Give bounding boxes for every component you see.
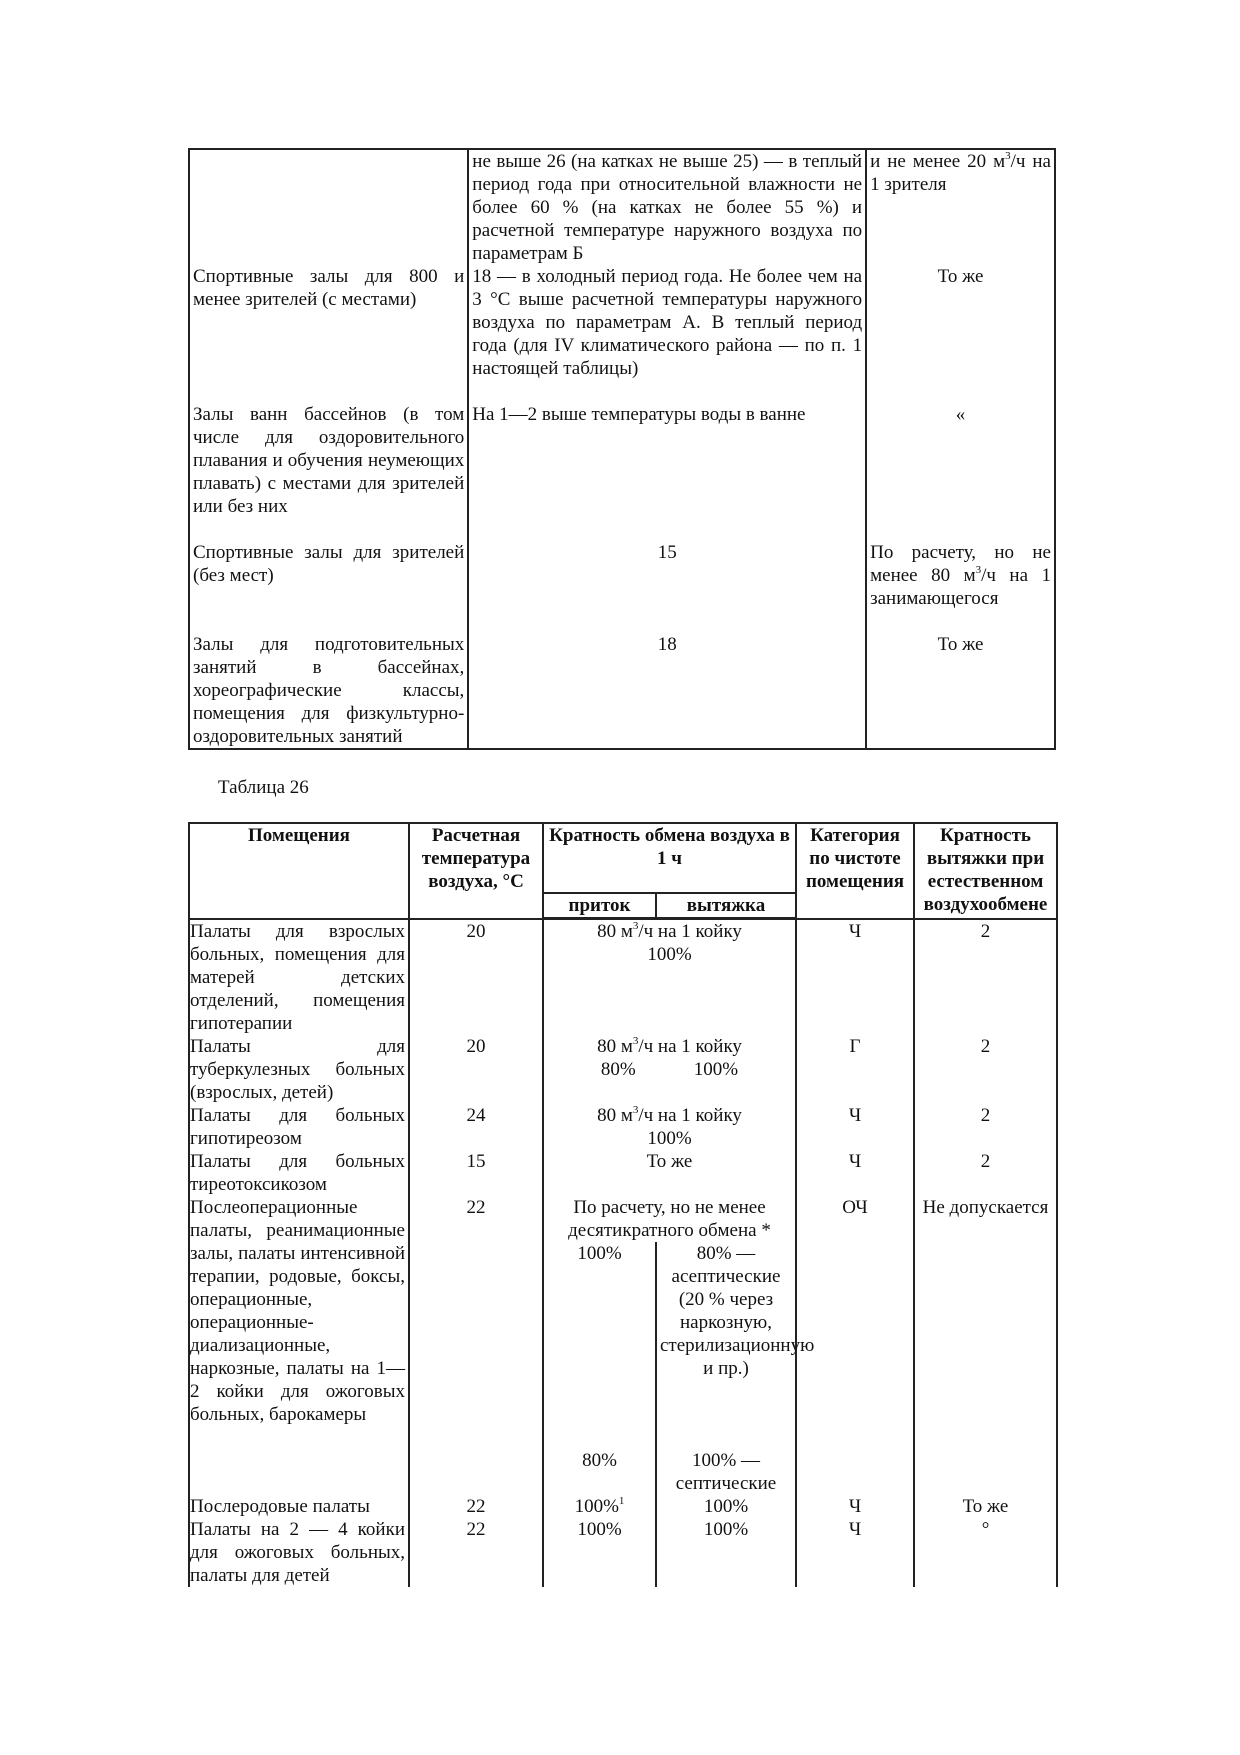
rate-text: /ч на 1 койку	[638, 921, 742, 942]
air-rate-cell: То же	[866, 265, 1055, 403]
room-cell: Палаты на 2 — 4 койки для ожоговых больных, палаты для детей	[189, 1518, 409, 1587]
room-cell	[189, 149, 468, 265]
air-rate-text: /ч на 1 занимающегося	[870, 565, 1051, 609]
table-title: Таблица 26	[218, 777, 309, 798]
hospital-ventilation-table	[188, 822, 1058, 1587]
air-rate-cell: То же	[866, 633, 1055, 749]
ventilation-table-continued	[188, 148, 1056, 750]
category-cell: Ч	[796, 1495, 914, 1518]
supply-cell: 100%	[543, 1242, 656, 1449]
air-exchange-rate	[547, 1035, 792, 1058]
temperature-cell: 15	[468, 541, 866, 633]
room-cell: Послеродовые палаты	[189, 1495, 409, 1518]
air-exchange-percent: 100%	[647, 1127, 692, 1149]
air-exchange-rate	[547, 1104, 792, 1127]
table-row	[189, 149, 1055, 265]
superscript: 3	[975, 564, 982, 576]
room-cell: Палаты для больных тиреотоксикозом	[189, 1150, 409, 1196]
superscript: 1	[618, 1494, 625, 1507]
header-temperature: Расчетная температура воздуха, °С	[409, 823, 543, 919]
table-row	[189, 1196, 1057, 1242]
temperature-cell: 15	[409, 1150, 543, 1196]
table-row	[189, 1104, 1057, 1150]
room-cell: Спортивные залы для зрителей (без мест)	[189, 541, 468, 633]
air-exchange-rate	[547, 920, 792, 943]
room-cell: Послеоперационные палаты, реанимационные залы, палаты интенсивной терапии, родовые, боксы, операционные, операционные-диализационные, наркозные, палаты на 1—2 койки для ожоговых больных, барокамеры	[189, 1196, 409, 1495]
air-rate-text: /ч на 1 зрителя	[870, 151, 1051, 195]
header-air-exchange: Кратность обмена воздуха в 1 ч	[543, 823, 796, 893]
room-cell: Палаты для взрослых больных, помещения для матерей детских отделений, помещения гипотерапии	[189, 919, 409, 1035]
air-rate-text: и не менее 20 м	[870, 151, 1006, 172]
temperature-cell: 20	[409, 919, 543, 1035]
exhaust-cell: 100% — септические	[656, 1449, 796, 1495]
rate-text: /ч на 1 койку	[638, 1035, 742, 1057]
category-cell: Ч	[796, 919, 914, 1035]
table-row	[189, 1035, 1057, 1104]
air-rate-cell	[866, 541, 1055, 633]
temperature-cell: 18	[468, 633, 866, 749]
temperature-cell: 22	[409, 1196, 543, 1495]
natural-exhaust-cell: Не допускается	[914, 1196, 1057, 1495]
natural-exhaust-cell: 2	[914, 1104, 1057, 1150]
temperature-cell: 20	[409, 1035, 543, 1104]
table-row	[189, 633, 1055, 749]
air-exchange-percent: 100%	[647, 944, 692, 965]
room-cell: Палаты для туберкулезных больных (взрослых, детей)	[189, 1035, 409, 1104]
exhaust-cell: 80% — асептические (20 % через наркозную, стерилизационную и пр.)	[656, 1242, 796, 1449]
rate-text: 80 м	[597, 1104, 633, 1126]
supply-cell	[543, 1495, 656, 1518]
supply-cell: 80%	[543, 1449, 656, 1495]
air-exchange-split	[547, 1058, 792, 1081]
rate-text: /ч на 1 койку	[638, 1104, 742, 1126]
natural-exhaust-cell: 2	[914, 1150, 1057, 1196]
table-row	[189, 919, 1057, 1035]
natural-exhaust-cell: 2	[914, 919, 1057, 1035]
supply-cell: 100%	[543, 1518, 656, 1587]
natural-exhaust-cell: 2	[914, 1035, 1057, 1104]
superscript: 3	[632, 1034, 639, 1047]
room-cell: Залы ванн бассейнов (в том числе для оздоровительного плавания и обучения неумеющих плавать) с местами для зрителей или без них	[189, 403, 468, 541]
temperature-cell: 22	[409, 1495, 543, 1518]
temperature-cell: 18 — в холодный период года. Не более чем на 3 °С выше расчетной температуры наружного воздуха по параметрам А. В теплый период года (для IV климатического района — по п. 1 настоящей таблицы)	[468, 265, 866, 403]
air-exchange-cell	[543, 919, 796, 1035]
header-natural-exhaust: Кратность вытяжки при естественном воздухообмене	[914, 823, 1057, 919]
room-cell: Палаты для больных гипотиреозом	[189, 1104, 409, 1150]
table-row	[189, 1495, 1057, 1518]
exhaust-cell: 100%	[656, 1495, 796, 1518]
air-rate-text: По расчету, но не менее 80 м	[870, 542, 1051, 586]
temperature-cell: не выше 26 (на катках не выше 25) — в теплый период года при относительной влажности не более 60 % (на катках не более 55 %) и расчетной температуре наружного воздуха по параметрам Б	[468, 149, 866, 265]
room-cell: Залы для подготовительных занятий в бассейнах, хореографические классы, помещения для физкультурно-оздоровительных занятий	[189, 633, 468, 749]
air-exchange-cell: По расчету, но не менее десятикратного обмена *	[543, 1196, 796, 1242]
rate-text: 80 м	[597, 921, 633, 942]
natural-exhaust-cell: °	[914, 1518, 1057, 1587]
air-rate-cell	[866, 149, 1055, 265]
table-row	[189, 1150, 1057, 1196]
superscript: 3	[632, 920, 639, 932]
category-cell: Г	[796, 1035, 914, 1104]
header-rooms: Помещения	[189, 823, 409, 919]
category-cell: ОЧ	[796, 1196, 914, 1495]
table-row	[189, 403, 1055, 541]
temperature-cell: 22	[409, 1518, 543, 1587]
air-exchange-cell	[543, 1035, 796, 1104]
natural-exhaust-cell: То же	[914, 1495, 1057, 1518]
supply-value: 80%	[600, 1058, 636, 1080]
room-cell: Спортивные залы для 800 и менее зрителей (с местами)	[189, 265, 468, 403]
supply-value: 100%	[574, 1495, 619, 1517]
header-exhaust: вытяжка	[656, 893, 796, 919]
exhaust-value: 100%	[693, 1058, 739, 1080]
superscript: 3	[1005, 150, 1011, 162]
rate-text: 80 м	[597, 1035, 633, 1057]
air-rate-cell: «	[866, 403, 1055, 541]
table-row	[189, 1518, 1057, 1587]
category-cell: Ч	[796, 1150, 914, 1196]
category-cell: Ч	[796, 1518, 914, 1587]
air-exchange-cell: То же	[543, 1150, 796, 1196]
header-supply: приток	[543, 893, 656, 919]
temperature-cell: 24	[409, 1104, 543, 1150]
air-exchange-cell	[543, 1104, 796, 1150]
superscript: 3	[632, 1103, 639, 1116]
header-category: Категория по чистоте помещения	[796, 823, 914, 919]
exhaust-cell: 100%	[656, 1518, 796, 1587]
temperature-cell: На 1—2 выше температуры воды в ванне	[468, 403, 866, 541]
table-row	[189, 265, 1055, 403]
table-row	[189, 541, 1055, 633]
header-row	[189, 823, 1057, 893]
category-cell: Ч	[796, 1104, 914, 1150]
